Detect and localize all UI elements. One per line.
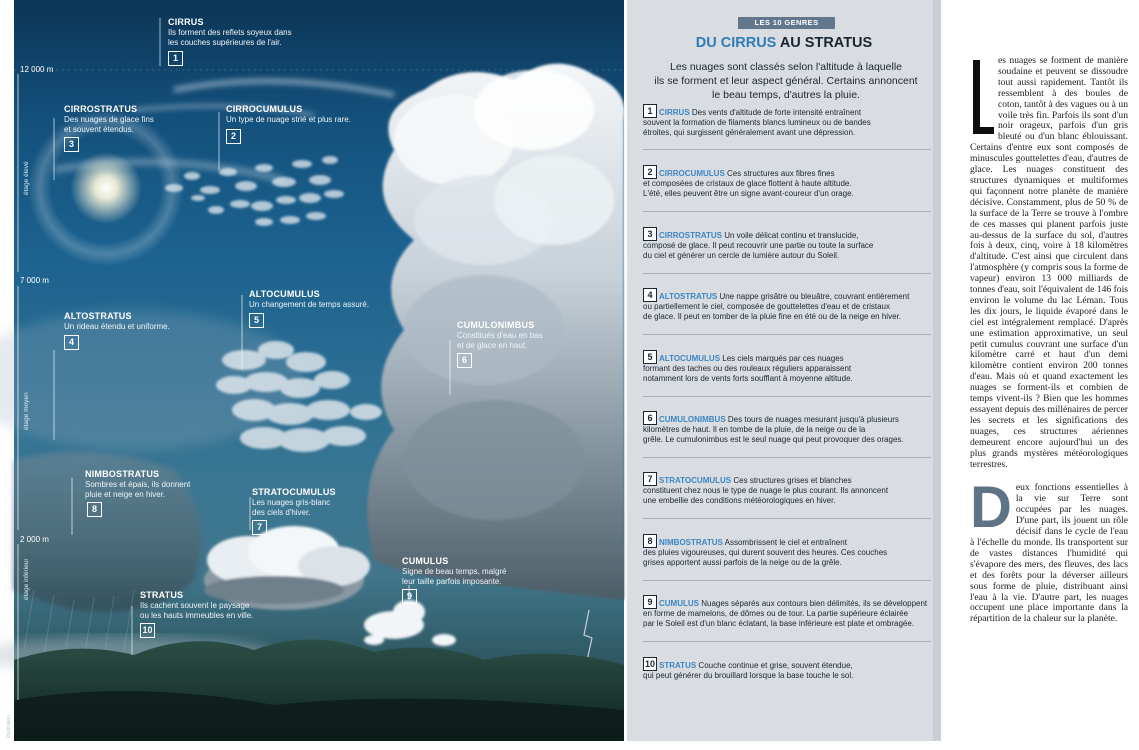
entry-text: kilomètres de haut. Il en tombe de la pluie, de la neige ou de la bbox=[643, 425, 866, 434]
entry-number: 1 bbox=[643, 104, 657, 118]
label-cirrocumulus bbox=[226, 104, 351, 125]
number-box-7: 7 bbox=[252, 520, 267, 535]
entry-number: 3 bbox=[643, 227, 657, 241]
separator bbox=[643, 273, 931, 274]
label-cirrus bbox=[168, 17, 292, 48]
number-box-4: 4 bbox=[64, 335, 79, 350]
entry-name: CIRROCUMULUS bbox=[659, 169, 725, 178]
entry-number: 9 bbox=[643, 595, 657, 609]
entry-number: 4 bbox=[643, 288, 657, 302]
label-desc: Ils forment des reflets soyeux dans bbox=[168, 28, 292, 37]
label-name: NIMBOSTRATUS bbox=[85, 469, 160, 479]
genre-entry-2 bbox=[643, 165, 931, 199]
cloud-genres-illustration bbox=[6, 0, 624, 741]
entry-number: 7 bbox=[643, 472, 657, 486]
entry-text: L'été, elles peuvent être un signe avant-coureur d'un orage. bbox=[643, 189, 854, 198]
cumulus-cloud bbox=[364, 600, 456, 646]
illustration-credit: Illustration bbox=[6, 715, 12, 738]
stage-middle: étage moyen bbox=[23, 392, 30, 430]
label-cirrostratus bbox=[64, 104, 154, 135]
entry-text: Nuages séparés aux contours bien délimités, ils se développent bbox=[699, 599, 928, 608]
entry-text: de glace. Il peut en tomber de la pluie fine en été ou de la neige en hiver. bbox=[643, 312, 901, 321]
entry-name: ALTOCUMULUS bbox=[659, 354, 721, 363]
label-stratus bbox=[140, 590, 253, 621]
number-box-3: 3 bbox=[64, 137, 79, 152]
genre-entry-9 bbox=[643, 595, 931, 629]
number-box-5: 5 bbox=[249, 313, 264, 328]
entry-name: STRATUS bbox=[659, 661, 697, 670]
entry-text: Des vents d'altitude de forte intensité entraînent bbox=[689, 108, 862, 117]
label-desc: Un type de nuage strié et plus rare. bbox=[226, 115, 351, 124]
genre-entry-10 bbox=[643, 657, 931, 681]
label-desc: Signe de beau temps, malgré bbox=[402, 567, 507, 576]
label-name: CUMULONIMBUS bbox=[457, 320, 535, 330]
entry-text: étroites, qui surgissent généralement avant une dépression. bbox=[643, 128, 856, 137]
entry-number: 8 bbox=[643, 534, 657, 548]
entry-name: CUMULUS bbox=[659, 599, 699, 608]
entry-text: par le Soleil est d'un blanc éclatant, la base inférieure est plate et ombragée. bbox=[643, 619, 915, 628]
genre-entry-4 bbox=[643, 288, 931, 322]
paragraph-text: eux fonctions essentielles à la vie sur Terre sont occupées par les nuages. D'une part, ils jouent un rôle décisif dans le cycle de l'eau à l'échelle du monde. Ils transportent sur de vastes distances l'humidité qui s'évapore des mers, des fleuves, des lacs et des forêts pour la déverser ailleurs sous forme de pluie, distribuant ainsi l'eau à la vie. D'autre part, les nuages occupent une place importante dans la répartition de la chaleur sur la planète. bbox=[970, 482, 1128, 625]
intro-line: Les nuages sont classés selon l'altitude à laquelle bbox=[670, 61, 902, 73]
label-desc: leur taille parfois imposante. bbox=[402, 577, 502, 586]
entry-text: une embellie des conditions météorologiques en hiver. bbox=[643, 496, 836, 505]
intro-line: ils se forment et leur aspect général. Certains annoncent bbox=[654, 75, 918, 87]
label-name: CIRRUS bbox=[168, 17, 204, 27]
number-box-10: 10 bbox=[140, 623, 155, 638]
label-name: CUMULUS bbox=[402, 556, 449, 566]
entry-text: en forme de mamelons, de dômes ou de tour. La partie supérieure éclairée bbox=[643, 609, 909, 618]
entry-text: notamment lors de vents forts soufflant à moyenne altitude. bbox=[643, 374, 853, 383]
entry-name: CIRROSTRATUS bbox=[659, 231, 722, 240]
panel-intro bbox=[636, 60, 936, 102]
label-cumulonimbus bbox=[457, 320, 543, 351]
entry-text: Les ciels marqués par ces nuages bbox=[720, 354, 844, 363]
entry-text: des pluies vigoureuses, qui durent souvent des heures. Ces couches bbox=[643, 548, 888, 557]
label-nimbostratus bbox=[85, 469, 190, 500]
drop-cap-l bbox=[970, 60, 994, 134]
separator bbox=[643, 518, 931, 519]
entry-name: ALTOSTRATUS bbox=[659, 292, 718, 301]
label-desc: et souvent étendus. bbox=[64, 125, 134, 134]
title-highlight: DU CIRRUS bbox=[695, 35, 777, 51]
entry-text: composé de glace. Il peut recouvrir une partie ou toute la surface bbox=[643, 241, 874, 250]
intro-line: le beau temps, d'autres la pluie. bbox=[712, 89, 860, 101]
label-name: CIRROSTRATUS bbox=[64, 104, 138, 114]
label-desc: les couches supérieures de l'air. bbox=[168, 38, 282, 47]
entry-text: Assombrissent le ciel et entraînent bbox=[722, 538, 847, 547]
stage-low: étage inférieur bbox=[23, 558, 30, 600]
entry-text: du ciel et générer un cercle de lumière autour du Soleil. bbox=[643, 251, 840, 260]
entry-name: CUMULONIMBUS bbox=[659, 415, 726, 424]
genre-entry-1 bbox=[643, 104, 931, 138]
number-box-9: 9 bbox=[402, 589, 417, 604]
genre-entry-6 bbox=[643, 411, 931, 445]
genre-entry-3 bbox=[643, 227, 931, 261]
paragraph-text: es nuages se forment de manière soudaine et peuvent se dissoudre tout aussi rapidement. Tantôt ils ressemblent à des boules de coton, tantôt à des vagues ou à un voile très fin. Parfois ils sont d'un noir orageux, parfois d'un gris bleuté ou d'un blanc éblouissant. Certains d'entre eux sont composés de minuscules gouttelettes d'eau, d'autres de glace. Les nuages constituent des structures dynamiques et multiformes qui façonnent notre planète de manière décisive. Constamment, plus de 50 % de la surface de la Terre se trouve à l'ombre de ces masses qui planent parfois juste au-dessus de la surface du sol, d'autres fois à deux, cinq, voire à 18 kilomètres d'altitude. C'est ainsi que circulent dans l'atmosphère (y compris sous la forme de vapeur) environ 13 000 milliards de tonnes d'eau, soit l'équivalent de 146 fois environ le volume du lac Léman. Tous les dix jours, le liquide évaporé dans le ciel est intégralement remplacé. D'après une estimation approximative, un seul petit cumulus couvrant une surface d'un kilomètre carré et haut d'un demi kilomètre contient environ 200 tonnes d'eau. Mais où et quand exactement les nuages se forment-ils et combien de temps vivent-ils ? Bien que les hommes essayent depuis des millénaires de percer les secrets et les significations des nuages, ces structures aériennes demeurent encore aujourd'hui un des plus grands mystères météorologiques terrestres. bbox=[970, 55, 1128, 470]
entry-text: souvent la formation de filaments blancs lumineux ou de bandes bbox=[643, 118, 871, 127]
entry-text: formant des taches ou des rouleaux réguliers apparaissent bbox=[643, 364, 852, 373]
label-cumulus bbox=[402, 556, 507, 587]
label-desc: ou les hauts immeubles en ville. bbox=[140, 611, 254, 620]
number-box-2: 2 bbox=[226, 129, 241, 144]
label-stratocumulus bbox=[252, 487, 336, 518]
label-desc: des ciels d'hiver. bbox=[252, 508, 311, 517]
separator bbox=[643, 580, 931, 581]
number-box-8: 8 bbox=[87, 502, 102, 517]
entry-number: 10 bbox=[644, 659, 655, 669]
separator bbox=[643, 334, 931, 335]
entry-number: 2 bbox=[643, 165, 657, 179]
label-name: CIRROCUMULUS bbox=[226, 104, 303, 114]
article-column bbox=[970, 56, 1128, 746]
separator bbox=[643, 396, 931, 397]
entry-name: STRATOCUMULUS bbox=[659, 476, 732, 485]
entry-number: 5 bbox=[643, 350, 657, 364]
label-desc: Constitués d'eau en bas bbox=[457, 331, 543, 340]
label-desc: Sombres et épais, ils donnent bbox=[85, 480, 191, 489]
sun bbox=[70, 152, 142, 224]
altitude-12000: 12 000 m bbox=[20, 65, 54, 74]
label-name: ALTOCUMULUS bbox=[249, 289, 320, 299]
altitude-2000: 2 000 m bbox=[20, 535, 49, 544]
label-desc: et de glace en haut. bbox=[457, 341, 528, 350]
label-desc: Un changement de temps assuré. bbox=[249, 300, 370, 309]
label-desc: pluie et neige en hiver. bbox=[85, 490, 166, 499]
entry-text: Ces structures grises et blanches bbox=[731, 476, 852, 485]
label-altocumulus bbox=[249, 289, 369, 310]
entry-text: Ces structures aux fibres fines bbox=[724, 169, 835, 178]
stage-high: étage élevé bbox=[23, 161, 30, 195]
drop-cap-d: D bbox=[970, 475, 1012, 541]
entry-text: Une nappe grisâtre ou bleuâtre, couvrant entièrement bbox=[717, 292, 910, 301]
entry-text: Des tours de nuages mesurant jusqu'à plusieurs bbox=[725, 415, 899, 424]
separator bbox=[643, 149, 931, 150]
article-paragraph-1 bbox=[970, 56, 1128, 470]
entry-text: grêle. Le cumulonimbus est le seul nuage qui peut provoquer des orages. bbox=[643, 435, 904, 444]
entry-text: Couche continue et grise, souvent étendue, bbox=[696, 661, 853, 670]
label-name: STRATUS bbox=[140, 590, 184, 600]
genre-entry-7 bbox=[643, 472, 931, 506]
genre-entry-5 bbox=[643, 350, 931, 384]
entry-name: CIRRUS bbox=[659, 108, 690, 117]
section-badge: LES 10 GENRES bbox=[738, 17, 835, 29]
genre-entry-8 bbox=[643, 534, 931, 568]
entry-text: qui peut générer du brouillard lorsque la base touche le sol. bbox=[643, 671, 854, 680]
separator bbox=[643, 457, 931, 458]
number-box-1: 1 bbox=[168, 51, 183, 66]
title-rest: AU STRATUS bbox=[776, 35, 873, 51]
label-desc: Des nuages de glace fins bbox=[64, 115, 154, 124]
label-desc: Les nuages gris-blanc bbox=[252, 498, 331, 507]
entry-text: constituent chez nous le type de nuage le plus courant. Ils annoncent bbox=[643, 486, 889, 495]
entry-text: grises apportent aussi parfois de la neige ou de la grêle. bbox=[643, 558, 842, 567]
label-desc: Un rideau étendu et uniforme. bbox=[64, 322, 170, 331]
article-paragraph-2 bbox=[970, 475, 1128, 625]
altitude-7000: 7 000 m bbox=[20, 276, 49, 285]
entry-number: 6 bbox=[643, 411, 657, 425]
label-name: STRATOCUMULUS bbox=[252, 487, 336, 497]
label-altostratus bbox=[64, 311, 170, 332]
entry-name: NIMBOSTRATUS bbox=[659, 538, 723, 547]
number-box-6: 6 bbox=[457, 353, 472, 368]
separator bbox=[643, 211, 931, 212]
entry-text: et composées de cristaux de glace flottent à haute altitude. bbox=[643, 179, 852, 188]
panel-edge bbox=[933, 0, 941, 741]
label-name: ALTOSTRATUS bbox=[64, 311, 132, 321]
separator bbox=[643, 641, 931, 642]
panel-title bbox=[627, 35, 941, 51]
entry-text: ou partiellement le ciel, composée de gouttelettes d'eau et de cristaux bbox=[643, 302, 891, 311]
label-desc: Ils cachent souvent le paysage bbox=[140, 601, 250, 610]
entry-text: Un voile délicat continu et translucide, bbox=[721, 231, 859, 240]
